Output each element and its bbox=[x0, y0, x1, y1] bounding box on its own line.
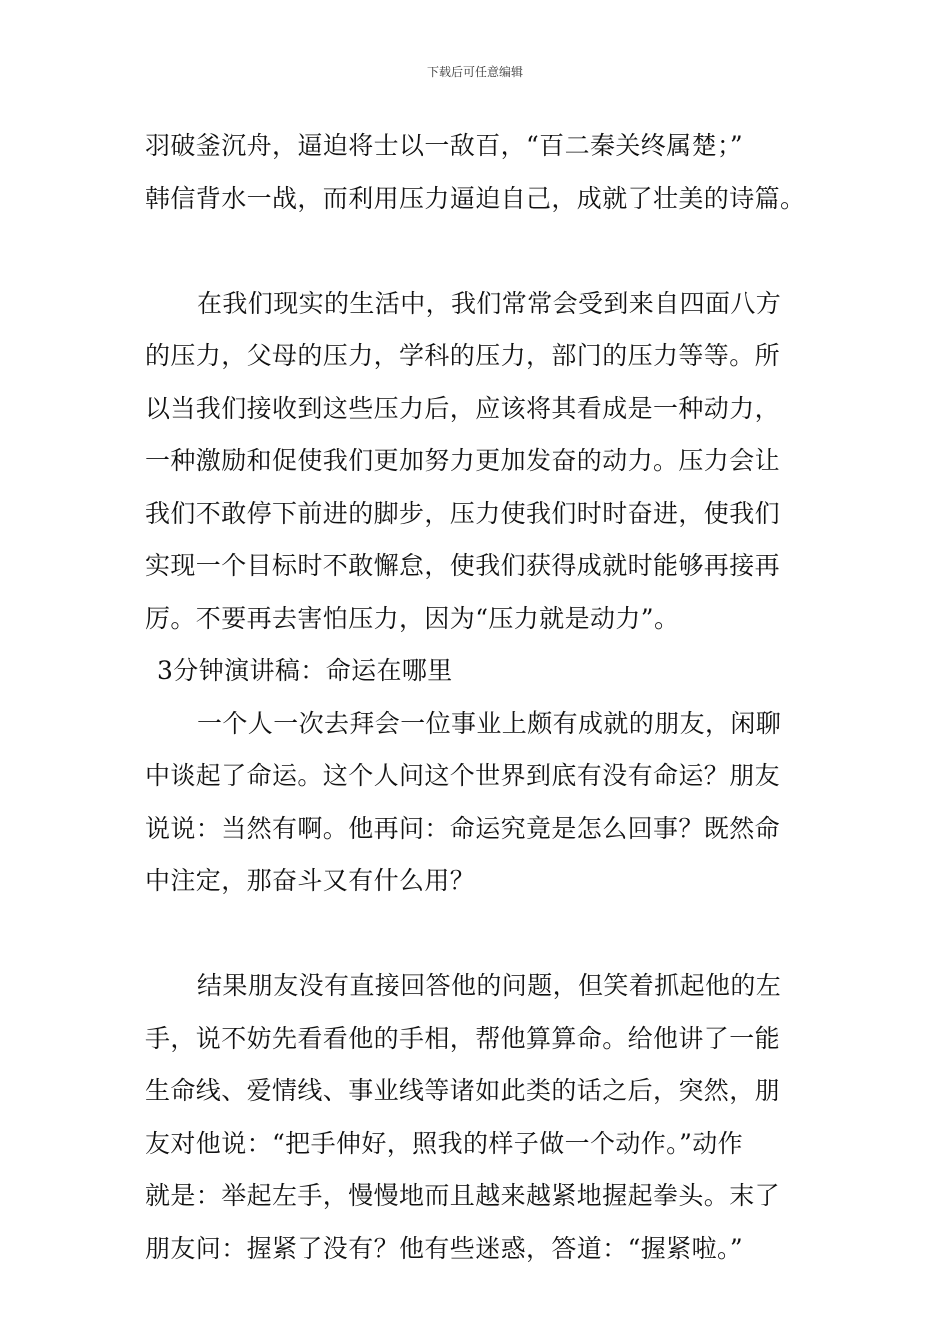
text-line: 就是：举起左手，慢慢地而且越来越紧地握起拳头。末了 bbox=[145, 1181, 781, 1210]
text-line: 在我们现实的生活中，我们常常会受到来自四面八方 bbox=[197, 288, 782, 318]
document-body bbox=[145, 120, 810, 1275]
text-line: 结果朋友没有直接回答他的问题，但笑着抓起他的左 bbox=[197, 971, 782, 1000]
paragraph-gap bbox=[145, 225, 810, 278]
text-line: 说说：当然有啊。他再问：命运究竟是怎么回事？既然命 bbox=[145, 813, 781, 843]
text-line: 一种激励和促使我们更加努力更加发奋的动力。压力会让 bbox=[145, 446, 781, 475]
text-line: 中谈起了命运。这个人问这个世界到底有没有命运？朋友 bbox=[145, 761, 781, 790]
page-header: 下载后可任意编辑 bbox=[426, 65, 523, 79]
text-line: 的压力，父母的压力，学科的压力，部门的压力等等。所 bbox=[145, 341, 781, 370]
text-line: 朋友问：握紧了没有？他有些迷惑，答道：“握紧啦。” bbox=[145, 1233, 744, 1263]
section-heading: 3分钟演讲稿：命运在哪里 bbox=[157, 656, 453, 685]
text-line: 羽破釜沉舟，逼迫将士以一敌百，“百二秦关终属楚；” bbox=[145, 131, 744, 160]
text-line: 韩信背水一战，而利用压力逼迫自己，成就了壮美的诗篇。 bbox=[145, 183, 806, 213]
paragraph-gap bbox=[145, 908, 810, 961]
text-line: 我们不敢停下前进的脚步，压力使我们时时奋进，使我们 bbox=[145, 498, 781, 528]
text-line: 实现一个目标时不敢懈怠，使我们获得成就时能够再接再 bbox=[145, 551, 781, 580]
text-line: 手，说不妨先看看他的手相，帮他算算命。给他讲了一能 bbox=[145, 1023, 781, 1053]
text-line: 生命线、爱情线、事业线等诸如此类的话之后，突然，朋 bbox=[145, 1076, 781, 1105]
text-line: 友对他说：“把手伸好，照我的样子做一个动作。”动作 bbox=[145, 1128, 744, 1158]
text-line: 中注定，那奋斗又有什么用？ bbox=[145, 866, 476, 895]
text-line: 一个人一次去拜会一位事业上颇有成就的朋友，闲聊 bbox=[197, 708, 782, 738]
text-line: 厉。不要再去害怕压力，因为“压力就是动力”。 bbox=[145, 603, 680, 633]
text-line: 以当我们接收到这些压力后，应该将其看成是一种动力， bbox=[145, 393, 781, 423]
